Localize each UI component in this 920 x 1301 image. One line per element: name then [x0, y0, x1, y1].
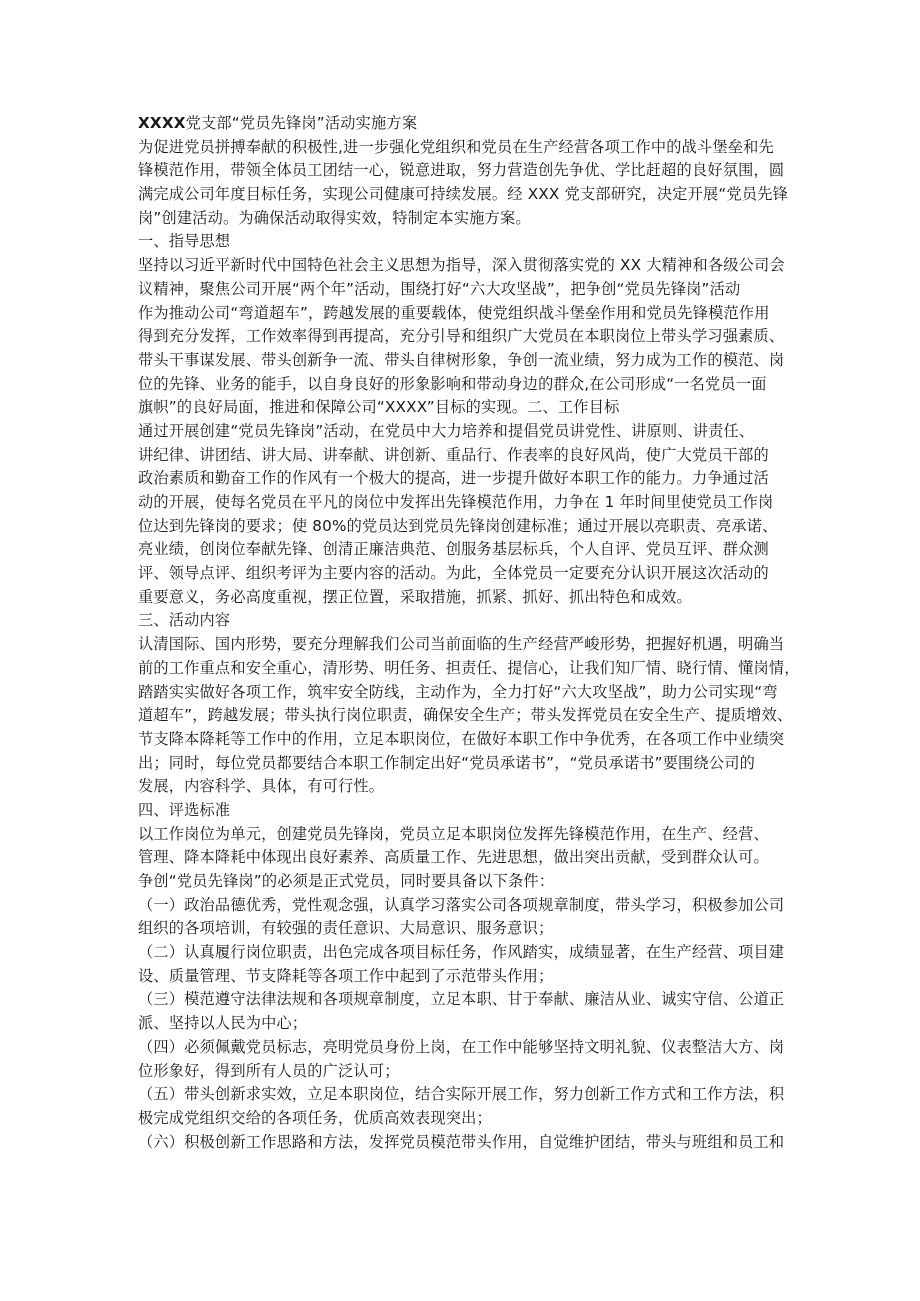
text-line: 坚持以习近平新时代中国特色社会主义思想为指导，深入贯彻落实党的 XX 大精神和各级公司会: [138, 256, 785, 275]
text-line: 满完成公司年度目标任务，实现公司健康可持续发展。经 XXX 党支部研究，决定开展“党员先锋: [138, 185, 789, 204]
text-line: 得到充分发挥，工作效率得到再提高，充分引导和组织广大党员在本职岗位上带头学习强素质、: [138, 327, 785, 346]
text-line: 评、领导点评、组织考评为主要内容的活动。为此，全体党员一定要充分认识开展这次活动的: [138, 564, 769, 583]
text-line: （四）必须佩戴党员标志，亮明党员身份上岗，在工作中能够坚持文明礼貌、仪表整洁大方、岗: [138, 1037, 785, 1056]
text-line: 作为推动公司“弯道超车”，跨越发展的重要载体，使党组织战斗堡垒作用和党员先锋模范作用: [138, 303, 770, 322]
text-line: 争创“党员先锋岗”的必须是正式党员，同时要具备以下条件：: [138, 872, 555, 890]
text-line: 政治素质和勤奋工作的作风有一个极大的提高，进一步提升做好本职工作的能力。力争通过活: [138, 469, 769, 488]
text-line: 管理、降本降耗中体现出良好素养、高质量工作、先进思想，做出突出贡献，受到群众认可。: [138, 848, 769, 867]
text-line: 组织的各项培训，有较强的责任意识、大局意识、服务意识；: [138, 919, 554, 938]
text-line: 旗帜”的良好局面，推进和保障公司“XXXX”目标的实现。二、工作目标: [138, 398, 620, 417]
section-selection-criteria: [138, 823, 786, 1155]
text-line: 重要意义，务必高度重视，摆正位置，采取措施，抓紧、抓好、抓出特色和成效。: [138, 587, 692, 606]
text-line: 锋模范作用，带领全体员工团结一心，锐意进取，努力营造创先争优、学比赶超的良好氛围，圆: [138, 161, 785, 180]
document-body: [138, 112, 800, 1154]
title-text: 党支部“党员先锋岗”活动实施方案: [185, 114, 418, 132]
title-prefix: XXXX: [138, 114, 186, 132]
text-line: 道超车”，跨越发展；带头执行岗位职责，确保安全生产；带头发挥党员在安全生产、提质增效、: [138, 706, 793, 725]
text-line: 岗”创建活动。为确保活动取得实效，特制定本实施方案。: [138, 208, 531, 227]
text-line: （三）模范遵守法律法规和各项规章制度，立足本职、甘于奉献、廉洁从业、诚实守信、公道正: [138, 990, 785, 1009]
section-heading-activity-content: 三、活动内容: [138, 611, 231, 630]
text-line: 位形象好，得到所有人员的广泛认可；: [138, 1061, 400, 1080]
section-work-goals: [138, 420, 786, 610]
text-line: 极完成党组织交给的各项任务，优质高效表现突出；: [138, 1108, 492, 1127]
text-line: 动的开展，使每名党员在平凡的岗位中发挥出先锋模范作用，力争在 1 年时间里使党员工作岗: [138, 493, 774, 511]
text-line: 节支降本降耗等工作中的作用，立足本职岗位，在做好本职工作中争优秀，在各项工作中业绩突: [138, 729, 785, 748]
text-line: 出；同时，每位党员都要结合本职工作制定出好“党员承诺书”，“党员承诺书”要围绕公司的: [138, 753, 755, 772]
text-line: 议精神，聚焦公司开展“两个年”活动，围绕打好“六大攻坚战”，把争创“党员先锋岗”活动: [138, 279, 741, 298]
text-line: 以工作岗位为单元，创建党员先锋岗，党员立足本职岗位发挥先锋模范作用，在生产、经营、: [138, 824, 769, 843]
text-line: 亮业绩，创岗位奉献先锋、创清正廉洁典范、创服务基层标兵，个人自评、党员互评、群众测: [138, 540, 769, 559]
text-line: 为促进党员拼搏奉献的积极性,进一步强化党组织和党员在生产经营各项工作中的战斗堡垒和先: [138, 137, 774, 156]
text-line: 发展，内容科学、具体，有可行性。: [138, 777, 385, 796]
text-line: （二）认真履行岗位职责，出色完成各项目标任务，作风踏实，成绩显著，在生产经营、项目建: [138, 943, 785, 962]
text-line: （一）政治品德优秀，党性观念强，认真学习落实公司各项规章制度，带头学习，积极参加公司: [138, 895, 785, 914]
text-line: （六）积极创新工作思路和方法，发挥党员模范带头作用，自觉维护团结，带头与班组和员工和: [138, 1132, 785, 1151]
text-line: 认清国际、国内形势，要充分理解我们公司当前面临的生产经营严峻形势，把握好机遇，明确当: [138, 635, 785, 654]
section-heading-selection-criteria: 四、评选标准: [138, 800, 231, 819]
intro-paragraph: [138, 136, 789, 231]
text-line: 讲纪律、讲团结、讲大局、讲奉献、讲创新、重品行、作表率的良好风尚，使广大党员干部的: [138, 445, 769, 464]
text-line: 带头干事谋发展、带头创新争一流、带头自律树形象，争创一流业绩，努力成为工作的模范、岗: [138, 350, 785, 369]
text-line: 派、坚持以人民为中心；: [138, 1014, 308, 1033]
text-line: 设、质量管理、节支降耗等各项工作中起到了示范带头作用；: [138, 966, 554, 985]
text-line: 前的工作重点和安全重心，清形势、明任务、担责任、提信心，让我们知厂情、晓行情、懂岗情，: [138, 658, 800, 677]
section-heading-guiding-ideology: 一、指导思想: [138, 232, 231, 251]
section-activity-content: [138, 633, 800, 799]
text-line: 通过开展创建“党员先锋岗”活动，在党员中大力培养和提倡党员讲党性、讲原则、讲责任、: [138, 421, 755, 440]
section-guiding-ideology: [138, 254, 786, 420]
text-line: 位达到先锋岗的要求；使 80%的党员达到党员先锋岗创建标准；通过开展以亮职责、亮承诺、: [138, 516, 778, 535]
text-line: 位的先锋、业务的能手，以自身良好的形象影响和带动身边的群众,在公司形成“一名党员一面: [138, 374, 767, 393]
document-title: [138, 112, 786, 136]
text-line: 踏踏实实做好各项工作，筑牢安全防线，主动作为，全力打好“六大攻坚战”，助力公司实现“弯: [138, 682, 778, 701]
text-line: （五）带头创新求实效，立足本职岗位，结合实际开展工作，努力创新工作方式和工作方法，积: [138, 1085, 785, 1104]
